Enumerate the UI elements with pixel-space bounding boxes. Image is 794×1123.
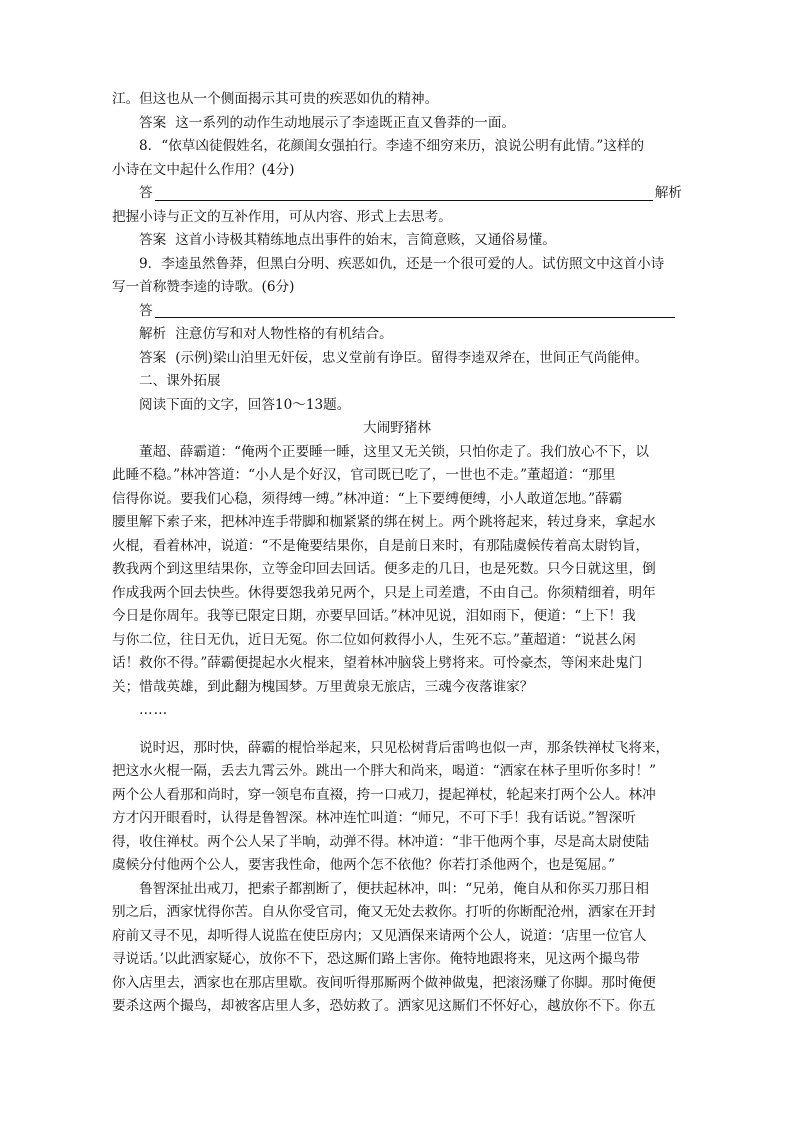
passage-line: 别之后，洒家忧得你苦。自从你受官司，俺又无处去救你。打听的你断配沧州，洒家在开封: [112, 904, 656, 920]
passage-line: 作成我两个回去快些。休得要怨我弟兄两个，只是上司差遣，不由自己。你须精细着，明年: [112, 584, 656, 601]
answer-8: [112, 229, 682, 253]
passage-paragraph-2: [112, 737, 682, 878]
passage-line: 府前又寻不见，却听得人说监在使臣房内；又见酒保来请两个公人，说道：‘店里一位官人: [112, 927, 647, 944]
analysis-label: 解析: [139, 326, 167, 342]
passage-line: 得，收住禅杖。两个公人呆了半晌，动弹不得。林冲道：“非干他两个事，尽是高太尉使陆: [112, 833, 650, 850]
passage-line: 方才闪开眼看时，认得是鲁智深。林冲连忙叫道：“师兄，不可下手！我有话说。”智深听: [112, 810, 636, 826]
analysis-text: 注意仿写和对人物性格的有机结合。: [175, 326, 393, 342]
passage-line: 虞候分付他两个公人，要害我性命，他两个怎不依他？你若打杀他两个，也是冤屈。”: [112, 857, 616, 873]
reading-instruction: 阅读下面的文字，回答10～13题。: [139, 396, 351, 413]
spacer: [112, 723, 682, 737]
passage-line: 话！救你不得。”薛霸便提起水火棍来，望着林冲脑袋上劈将来。可怜豪杰，等闲来赴鬼门: [112, 655, 643, 671]
passage-line: 腰里解下索子来，把林冲连手带脚和枷紧紧的绑在树上。两个跳将起来，转过身来，拿起水: [112, 514, 656, 530]
passage-line: 信得你说。要我们心稳，须得缚一缚。”林冲道：“上下要缚便缚，小人敢道怎地。”薛霸: [112, 490, 623, 507]
analysis-label: 解析: [654, 185, 682, 201]
passage-line: 要杀这两个撮鸟，却被客店里人多，恐妨救了。洒家见这厮们不怀好心，越放你不下。你五: [112, 998, 656, 1014]
passage-line: 两个公人看那和尚时，穿一领皂布直裰，挎一口戒刀，提起禅杖，轮起来打两个公人。林冲: [112, 786, 656, 803]
document-page: [112, 88, 682, 1019]
text-line: 江。但这也从一个侧面揭示其可贵的疾恶如仇的精神。: [112, 91, 439, 107]
passage-line: 今日是你周年。我等已限定日期，亦要早回话。”林冲见说，泪如雨下，便道：“上下！我: [112, 608, 636, 624]
analysis-9: [112, 323, 682, 347]
answer-7: [112, 112, 682, 136]
passage-line: 教我两个到这里结果你，立等金印回去回话。便多走的几日，也是死数。只今日就这里，倒: [112, 561, 656, 577]
section-heading: 二、课外拓展: [139, 373, 221, 389]
answer-underline: [155, 303, 675, 318]
passage-paragraph-3: [112, 878, 682, 1019]
passage-line: 鲁智深扯出戒刀，把索子都割断了，便扶起林冲，叫：“兄弟，俺自从和你买刀那日相: [139, 880, 649, 897]
analysis-8-text: 把握小诗与正文的互补作用，可从内容、形式上去思考。: [112, 208, 452, 225]
passage-line: 与你二位，往日无仇，近日无冤。你二位如何救得小人，生死不忘。”董超道：“说甚么闲: [112, 631, 636, 648]
question-9-line-1: 9．李逵虽然鲁莽，但黑白分明、疾恶如仇，还是一个很可爱的人。试仿照文中这首小诗: [139, 255, 665, 272]
question-8-line-2: 小诗在文中起什么作用？(4分): [112, 161, 295, 178]
answer-label: 答案: [139, 232, 167, 248]
answer-9: [112, 347, 682, 371]
passage-title: 大闹野猪林: [363, 420, 431, 436]
passage-line: 说时迟，那时快，薛霸的棍恰举起来，只见松树背后雷鸣也似一声，那条铁禅杖飞将来，: [139, 739, 670, 756]
passage-line: 火棍，看着林冲，说道：“不是俺要结果你，自是前日来时，有那陆虞候传着高太尉钧旨，: [112, 537, 650, 554]
question-9-line-2: 写一首称赞李逵的诗歌。(6分): [112, 279, 295, 295]
answer-label: 答案: [139, 114, 167, 131]
ellipsis: ……: [139, 702, 169, 718]
passage-line: 寻说话。’以此洒家疑心，放你不下，恐这厮们路上害你。俺特地跟将来，见这两个撮鸟带: [112, 951, 640, 967]
answer-label: 答案: [139, 349, 167, 366]
passage-line: 此睡不稳。”林冲答道：“小人是个好汉，官司既已吃了，一世也不走。”董超道：“那里: [112, 467, 616, 483]
answer-text: 这首小诗极其精练地点出事件的始末，言简意赅，又通俗易懂。: [175, 232, 556, 248]
answer-blank-8: [112, 182, 682, 206]
passage-line: 把这水火棍一隔，丢去九霄云外。跳出一个胖大和尚来，喝道：“洒家在林子里听你多时！”: [112, 763, 657, 779]
answer-text: 这一系列的动作生动地展示了李逵既正直又鲁莽的一面。: [175, 114, 516, 131]
answer-blank-9: [112, 300, 682, 324]
answer-char: 答: [139, 185, 153, 201]
answer-text: (示例)梁山泊里无奸佞，忠义堂前有诤臣。留得李逵双斧在，世间正气尚能伸。: [175, 349, 648, 366]
answer-char: 答: [139, 302, 153, 319]
passage-line: 关；惜哉英雄，到此翻为槐国梦。万里黄泉无旅店，三魂今夜落谁家？: [112, 678, 534, 695]
passage-paragraph-1: [112, 441, 682, 700]
answer-underline: [155, 186, 653, 201]
passage-line: 董超、薛霸道：“俺两个正要睡一睡，这里又无关锁，只怕你走了。我们放心不下，以: [139, 443, 649, 460]
passage-line: 你入店里去，洒家也在那店里歇。夜间听得那厮两个做神做鬼，把滚汤赚了你脚。那时俺便: [112, 974, 656, 991]
question-8-line-1: 8．“依草凶徒假姓名，花颜闺女强拍行。李逵不细穷来历，浪说公明有此情。”这样的: [139, 138, 645, 154]
